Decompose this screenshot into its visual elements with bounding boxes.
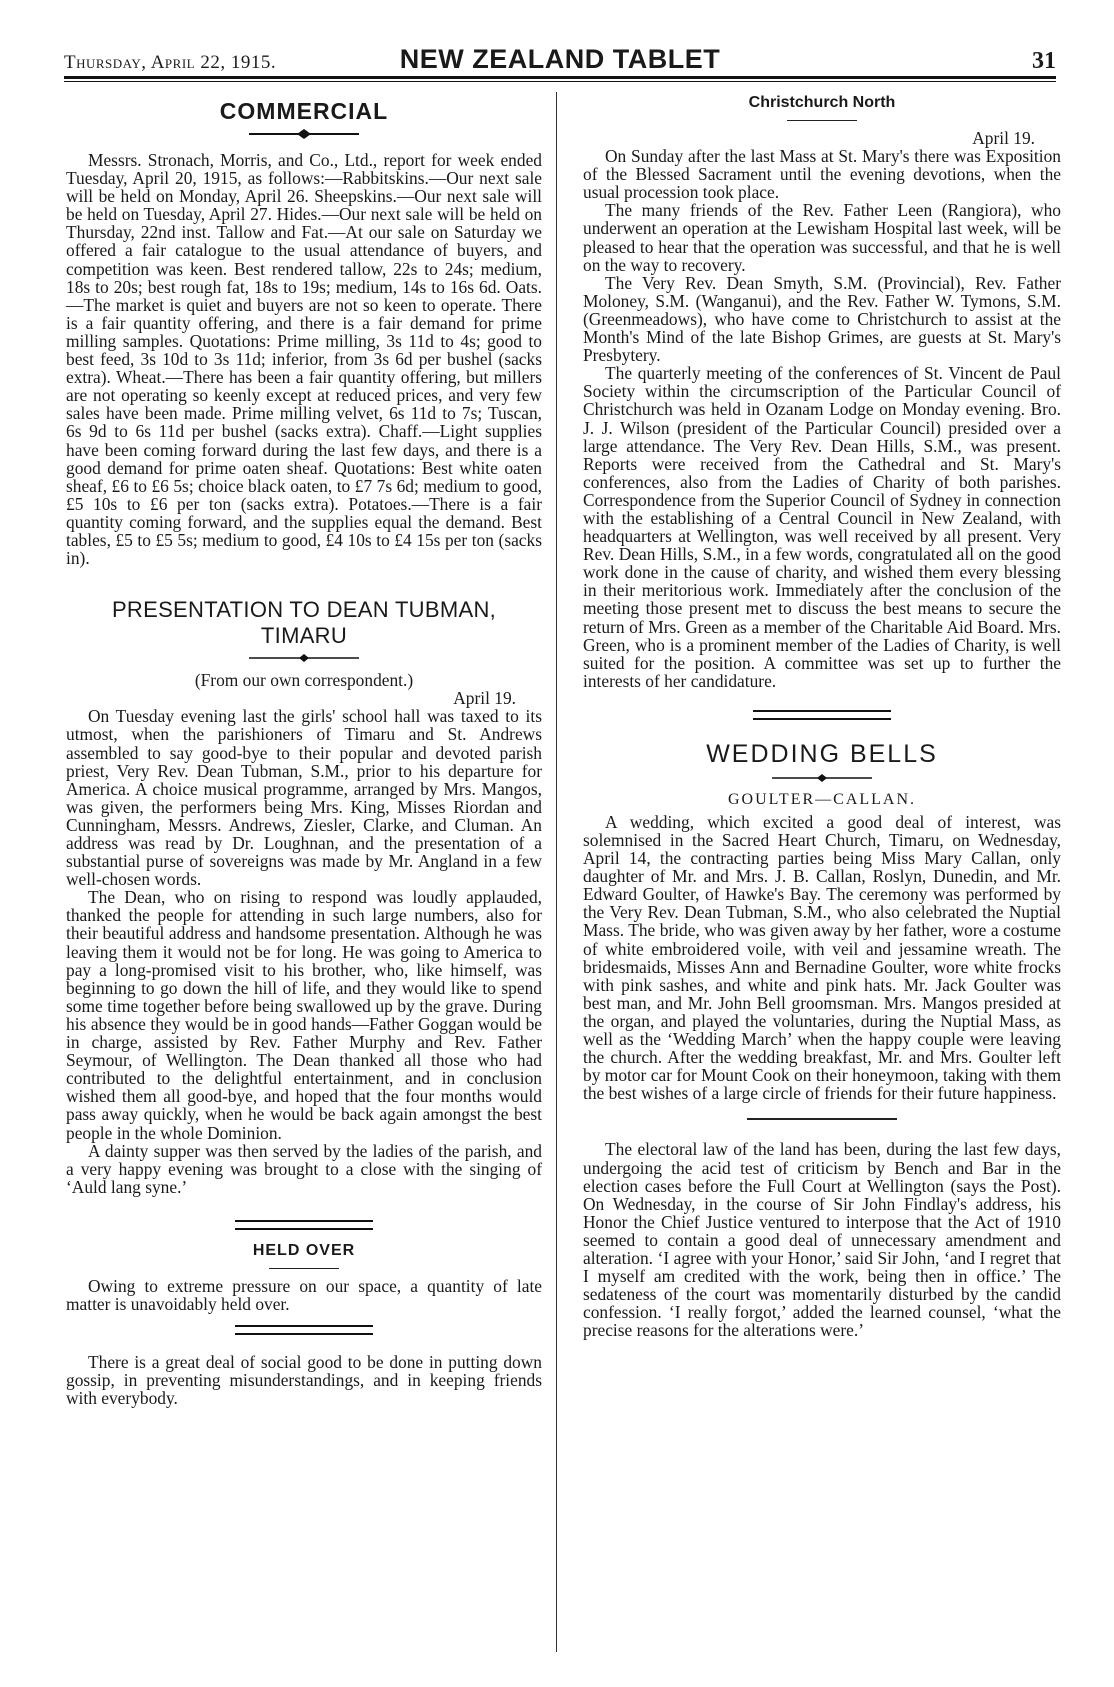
publication-title: NEW ZEALAND TABLET: [399, 44, 721, 74]
christchurch-paragraph: The quarterly meeting of the conferences of St. Vincent de Paul Society within the circumscription of the Particular Council of Christchurch was held in Ozanam Lodge on Monday evening. Bro. J. J. Wilson (president of the Particular Council) presided over a large attendance. The Very Rev. Dean Hills, S.M., was present. Reports were received from the Cathedral and St. Mary's conferences, also from the Ladies of Charity of both parishes. Correspondence from the Superior Council of Sydney in connection with the establishing of a Central Council in New Zealand, with headquarters at Wellington, was well received by all present. Very Rev. Dean Hills, S.M., in a few words, congratulated all on the good work done in the cause of charity, and wished them every blessing in their meritorious work. Immediately after the conclusion of the meeting those present met to discuss the best means to secure the return of Mrs. Green as a member of the Charitable Aid Board. Mrs. Green, who is a prominent member of the Ladies of Charity, is well suited for the position. A committee was set up to further the interests of her candidature.: [583, 363, 1061, 691]
presentation-article: [66, 597, 542, 1196]
commercial-body: Messrs. Stronach, Morris, and Co., Ltd., report for week ended Tuesday, April 20, 1915, as follows:—Rabbitskins.—Our next sale will be held on Monday, April 26. Sheepskins.—Our next sale will be held on Tuesday, April 27. Hides.—Our next sale will be held on Thursday, 22nd inst. Tallow and Fat.—At our sale on Saturday we offered a fair catalogue to the usual attendance of buyers, and competition was keen. Best rendered tallow, 22s to 24s; medium, 18s to 20s; best rough fat, 18s to 19s; medium, 14s to 16s 6d. Oats.—The market is quiet and buyers are not so keen to operate. There is a fair quantity offering, and there is a fair demand for prime milling samples. Quotations: Prime milling, 3s 11d to 4s; good to best feed, 3s 10d to 3s 11d; inferior, from 3s 6d per bushel (sacks extra). Wheat.—There has been a fair quantity offering, but millers are not operating so keenly except at reduced prices, and very few sales have been made. Prime milling velvet, 6s 11d to 7s; Tuscan, 6s 9d to 6s 11d per bushel (sacks extra). Chaff.—Light supplies have been coming forward during the last few days, and there is a good demand for prime oaten sheaf. Quotations: Best white oaten sheaf, £6 to £6 5s; choice black oaten, to £7 7s 6d; medium to good, £5 10s to £6 per ton (sacks extra). Potatoes.—There is a fair quantity coming forward, and the supplies equal the demand. Best tables, £5 to £5 5s; medium to good, £4 10s to £4 15s per ton (sacks in).: [66, 150, 542, 569]
section-double-rule: [235, 1325, 373, 1335]
christchurch-paragraph: The many friends of the Rev. Father Leen (Rangiora), who underwent an operation at the Lewisham Hospital last week, will be pleased to hear that the operation was successful, and that he is well on the way to recovery.: [583, 200, 1061, 275]
heading-rule: [269, 1268, 339, 1269]
presentation-byline: (From our own correspondent.): [194, 670, 414, 691]
gossip-paragraph: There is a great deal of social good to be done in putting down gossip, in preventing misunderstandings, and in keeping friends with everybody.: [66, 1352, 542, 1409]
masthead-rule: [64, 76, 1056, 79]
presentation-paragraph: The Dean, who on rising to respond was loudly applauded, thanked the people for attending in such large numbers, also for their beautiful address and handsome presentation. Although he was leaving them it would not be for long. He was going to America to pay a long-promised visit to his brother, who, like himself, was beginning to go down the hill of life, and they would like to spend some time together before being swallowed up by the grave. During his absence they would be in good hands—Father Goggan would be in charge, assisted by Rev. Father Murphy and Rev. Father Seymour, of Wellington. The Dean thanked all those who had contributed to the delightful entertainment, and in conclusion wished them all good-bye, and hoped that the four months would pass away quickly, when he would be back again amongst the best people in the whole Dominion.: [66, 887, 542, 1143]
held-over-body: Owing to extreme pressure on our space, a quantity of late matter is unavoidably held over.: [66, 1275, 542, 1314]
right-column: [583, 92, 1061, 1339]
wedding-subheading: GOULTER—CALLAN.: [727, 790, 917, 808]
section-double-rule: [235, 1220, 373, 1230]
wedding-article: [583, 740, 1061, 1103]
diamond-rule-ornament: [772, 773, 872, 783]
presentation-paragraph: A dainty supper was then served by the ladies of the parish, and a very happy evening was brought to a close with the singing of ‘Auld lang syne.’: [66, 1140, 542, 1197]
held-over-heading: HELD OVER: [252, 1241, 356, 1259]
column-divider: [556, 92, 557, 1652]
commercial-article: [66, 98, 542, 567]
held-over-notice: [66, 1242, 542, 1313]
left-column: [66, 92, 542, 1407]
heading-rule: [787, 120, 857, 121]
page-number: 31: [1032, 48, 1056, 74]
presentation-heading: PRESENTATION TO DEAN TUBMAN, TIMARU: [111, 597, 497, 649]
christchurch-paragraph: The Very Rev. Dean Smyth, S.M. (Provincial), Rev. Father Moloney, S.M. (Wanganui), and the Rev. Father W. Tymons, S.M. (Greenmeadows), who have come to Christchurch to assist at the Month's Mind of the late Bishop Grimes, are guests at St. Mary's Presbytery.: [583, 272, 1061, 366]
christchurch-article: [583, 94, 1061, 690]
electoral-paragraph: The electoral law of the land has been, during the last few days, undergoing the acid test of criticism by Bench and Bar in the election cases before the Full Court at Wellington (says the Post). On Wednesday, in the course of Sir John Findlay's address, his Honor the Chief Justice ventured to interpose that the Act of 1910 seemed to contain a good deal of unnecessary amendment and alteration. ‘I agree with your Honor,’ said Sir John, ‘and I regret that I myself am credited with the work, being then in office.’ The sedateness of the court was momentarily disturbed by the candid confession. ‘I really forgot,’ added the learned counsel, ‘what the precise reasons for the alterations were.’: [583, 1139, 1061, 1341]
masthead-rule-thin: [64, 81, 1056, 82]
commercial-heading: COMMERCIAL: [219, 98, 389, 124]
section-double-rule: [753, 710, 891, 720]
masthead: [64, 44, 1056, 74]
presentation-date: April 19.: [453, 688, 516, 709]
wedding-body: A wedding, which excited a good deal of interest, was solemnised in the Sacred Heart Church, Timaru, on Wednesday, April 14, the contracting parties being Miss Mary Callan, only daughter of Mr. and Mrs. J. B. Callan, Roslyn, Dunedin, and Mr. Edward Goulter, of Hawke's Bay. The ceremony was performed by the Very Rev. Dean Tubman, S.M., who also celebrated the Nuptial Mass. The bride, who was given away by her father, wore a costume of white embroidered voile, with veil and jessamine wreath. The bridesmaids, Misses Ann and Bernadine Goulter, wore white frocks with pink sashes, and white and pink hats. Mr. Jack Goulter was best man, and Mr. John Bell groomsman. Mrs. Mangos presided at the organ, and played the voluntaries, during the Nuptial Mass, as well as the ‘Wedding March’ when the happy couple were leaving the church. After the wedding breakfast, Mr. and Mrs. Goulter left by motor car for Mount Cook on their honeymoon, taking with them the best wishes of a large circle of friends for their future happiness.: [583, 811, 1061, 1104]
presentation-paragraph: On Tuesday evening last the girls' school hall was taxed to its utmost, when the parishioners of Timaru and St. Andrews assembled to say good-bye to their popular and devoted parish priest, Very Rev. Dean Tubman, S.M., prior to his departure for America. A choice musical programme, arranged by Mrs. Mangos, was given, the performers being Mrs. King, Misses Riordan and Cunningham, Messrs. Andrews, Ziesler, Clarke, and Cluman. An address was read by Dr. Loughnan, and the presentation of a substantial purse of sovereigns was made by Mr. Angland in a few well-chosen words.: [66, 706, 542, 890]
christchurch-date: April 19.: [972, 128, 1035, 148]
issue-date: Thursday, April 22, 1915.: [64, 52, 277, 73]
wedding-heading: WEDDING BELLS: [706, 739, 938, 768]
diamond-rule-ornament: [249, 653, 359, 663]
christchurch-paragraph: On Sunday after the last Mass at St. Mary's there was Exposition of the Blessed Sacrament until the evening devotions, when the usual procession took place.: [583, 146, 1061, 203]
diamond-rule-ornament: [249, 129, 359, 139]
christchurch-heading: Christchurch North: [748, 94, 896, 111]
